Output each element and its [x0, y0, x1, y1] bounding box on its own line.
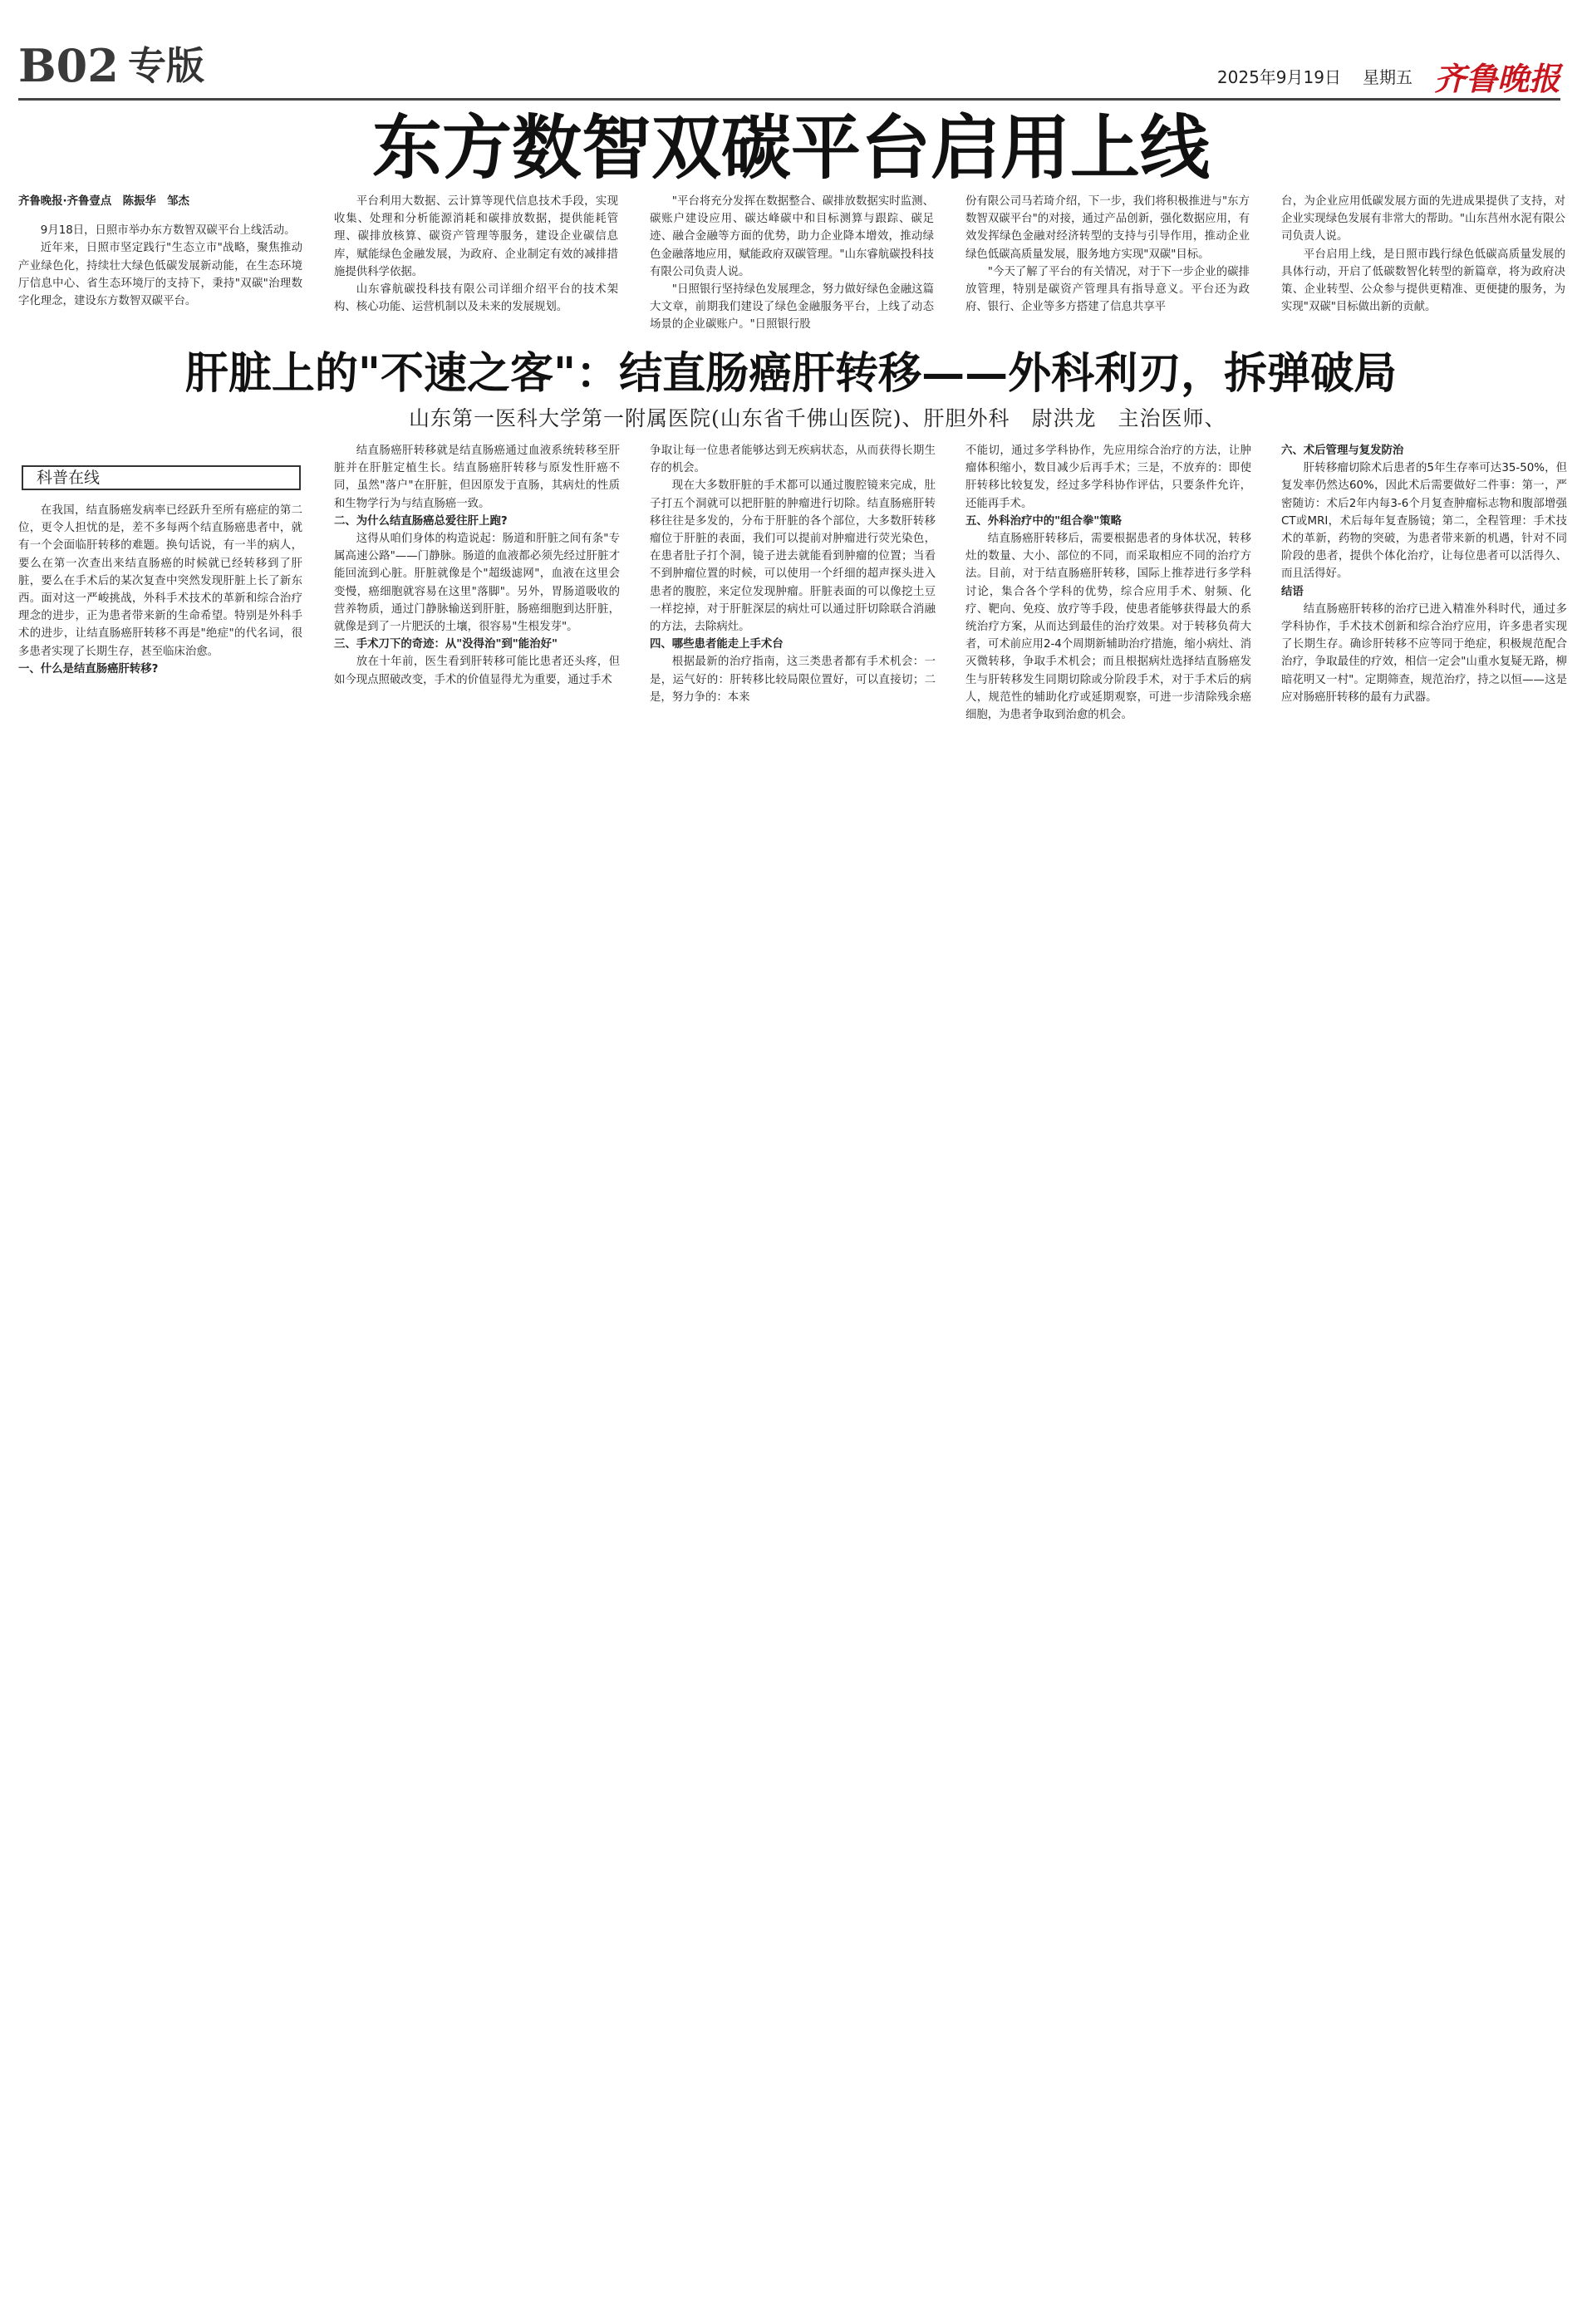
article2-paragraph: 放在十年前，医生看到肝转移可能比患者还头疼，但如今现点照破改变，手术的价值显得尤为重要，通过手术 [334, 656, 620, 686]
article2-subheading: 结语 [1281, 585, 1304, 598]
article1-paragraph: 平台利用大数据、云计算等现代信息技术手段，实现收集、处理和分析能源消耗和碳排放数据，提供能耗管理、碳排放核算、碳资产管理等服务，建设企业碳信息库，赋能绿色金融发展，为政府、企业制定有效的减排措施提供科学依据。 [334, 195, 618, 278]
article2-headline: 肝脏上的"不速之客"：结直肠癌肝转移——外科利刃，拆弹破局 [184, 348, 1398, 399]
article1-column-3 [650, 193, 934, 334]
article2-column-1 [18, 502, 302, 678]
article2-paragraph: 这得从咱们身体的构造说起：肠道和肝脏之间有条"专属高速公路"——门静脉。肠道的血液都必须先经过肝脏才能回流到心脏。肝脏就像是个"超级滤网"，血液在这里会变慢，癌细胞就容易在这里"落脚"。另外，胃肠道吸收的营养物质，通过门静脉输送到肝脏，肠癌细胞到达肝脏，就像是到了一片肥沃的土壤，很容易"生根发芽"。 [334, 533, 620, 634]
section-name: 专版 [128, 43, 204, 88]
article1-paragraph: 份有限公司马若琦介绍，下一步，我们将积极推进与"东方数智双碳平台"的对接，通过产品创新，强化数据应用，有效发挥绿色金融对经济转型的支持与引导作用，推动企业绿色低碳高质量发展，服务地方实现"双碳"目标。 [965, 195, 1250, 261]
column-label-box [22, 465, 301, 490]
page-number: B02 [18, 39, 119, 92]
article2-subheading: 五、外科治疗中的"组合拳"策略 [965, 514, 1123, 528]
article2-paragraph: 不能切，通过多学科协作，先应用综合治疗的方法，让肿瘤体积缩小，数目减少后再手术；三是，不放弃的：即使肝转移比较复发，经过多学科协作评估，只要条件允许，还能再手术。 [965, 445, 1251, 510]
article1-paragraph: "平台将充分发挥在数据整合、碳排放数据实时监测、碳账户建设应用、碳达峰碳中和目标测算与跟踪、碳足迹、融合金融等方面的优势，助力企业降本增效，推动绿色金融落地应用，赋能政府双碳管理。"山东睿航碳投科技有限公司负责人说。 [650, 195, 934, 278]
header-meta [1217, 53, 1560, 99]
article2-column-4 [965, 442, 1251, 724]
article2-column-2 [334, 442, 620, 689]
header-divider [18, 98, 1560, 101]
article1-paragraph: 台，为企业应用低碳发展方面的先进成果提供了支持，对企业实现绿色发展有非常大的帮助。"山东莒州水泥有限公司负责人说。 [1281, 195, 1565, 243]
article2-paragraph: 结直肠癌肝转移后，需要根据患者的身体状况，转移灶的数量、大小、部位的不同，而采取相应不同的治疗方法。目前，对于结直肠癌肝转移，国际上推荐进行多学科讨论，集合各个学科的优势，综合应用手术、射频、化疗、靶向、免疫、放疗等手段，使患者能够获得最大的系统治疗方案，从而达到最佳的治疗效果。对于转移负荷大者，可术前应用2-4个周期新辅助治疗措施，缩小病灶、消灭微转移，争取手术机会；而且根据病灶选择结直肠癌发生与肝转移发生同期切除或分阶段手术，对于手术后的病人，规范性的辅助化疗或延期观察，可进一步清除残余癌细胞，为患者争取到治愈的机会。 [965, 533, 1251, 722]
article1-paragraph: 9月18日，日照市举办东方数智双碳平台上线活动。 [40, 224, 296, 238]
article2-byline: 山东第一医科大学第一附属医院(山东省千佛山医院)、肝胆外科 尉洪龙 主治医师、 [409, 406, 1226, 430]
article1-column-2 [334, 193, 618, 316]
article1-column-5 [1281, 193, 1565, 316]
article2-column-5 [1281, 442, 1567, 706]
article1-column-4 [965, 193, 1250, 316]
issue-weekday: 星期五 [1362, 67, 1412, 87]
article2-column-3 [650, 442, 936, 706]
article2-paragraph: 结直肠癌肝转移的治疗已进入精准外科时代，通过多学科协作，手术技术创新和综合治疗应用，许多患者实现了长期生存。确诊肝转移不应等同于绝症，积极规范配合治疗，争取最佳的疗效，相信一定会"山重水复疑无路，柳暗花明又一村"。定期筛查，规范治疗，持之以恒——这是应对肠癌肝转移的最有力武器。 [1281, 602, 1567, 704]
article1-paragraph: "今天了解了平台的有关情况，对于下一步企业的碳排放管理，特别是碳资产管理具有指导意义。平台还为政府、银行、企业等多方搭建了信息共享平 [965, 265, 1250, 314]
article2-paragraph: 结直肠癌肝转移就是结直肠癌通过血液系统转移至肝脏并在肝脏定植生长。结直肠癌肝转移与原发性肝癌不同，虽然"落户"在肝脏，但因原发于直肠，其病灶的性质和生物学行为与结直肠癌一致。 [334, 445, 620, 510]
newspaper-logo: 齐鲁晚报 [1433, 60, 1560, 97]
page-header [18, 33, 1560, 98]
article1-paragraph: "日照银行坚持绿色发展理念，努力做好绿色金融这篇大文章，前期我们建设了绿色金融服务平台，上线了动态场景的企业碳账户。"日照银行股 [650, 283, 934, 332]
article1-paragraph: 近年来，日照市坚定践行"生态立市"战略，聚焦推动产业绿色化，持续壮大绿色低碳发展新动能，在生态环境厅信息中心、省生态环境厅的支持下，秉持"双碳"治理数字化理念，建设东方数智双碳平台。 [18, 242, 302, 308]
article1-paragraph: 平台启用上线，是日照市践行绿色低碳高质量发展的具体行动，开启了低碳数智化转型的新篇章，将为政府决策、企业转型、公众参与提供更精准、更便捷的服务，为实现"双碳"目标做出新的贡献。 [1281, 248, 1565, 314]
article1-paragraph: 山东睿航碳投科技有限公司详细介绍平台的技术架构、核心功能、运营机制以及未来的发展规划。 [334, 283, 618, 314]
article2-subheading: 三、手术刀下的奇迹：从"没得治"到"能治好" [334, 638, 558, 651]
article2-subheading: 六、术后管理与复发防治 [1281, 445, 1404, 457]
article2-paragraph: 现在大多数肝脏的手术都可以通过腹腔镜来完成，肚子打五个洞就可以把肝脏的肿瘤进行切除。结直肠癌肝转移往往是多发的，分布于肝脏的各个部位，大多数肝转移瘤位于肝脏的表面，我们可以提前对肿瘤进行荧光染色，在患者肚子打个洞，镜子进去就能看到肿瘤的位置；当看不到肿瘤位置的时候，可以使用一个纤细的超声探头进入患者的腹腔，来定位发现肿瘤。肝脏表面的可以像挖土豆一样挖掉，对于肝脏深层的病灶可以通过肝切除联合消融的方法，去除病灶。 [650, 479, 936, 634]
article2-paragraph: 肝转移瘤切除术后患者的5年生存率可达35-50%，但复发率仍然达60%，因此术后需要做好二件事：第一，严密随访：术后2年内每3-6个月复查肿瘤标志物和腹部增强CT或MRI，术后每年复查肠镜；第二，全程管理：手术技术的革新，药物的突破，为患者带来新的机遇，针对不同阶段的患者，提供个体化治疗，让每位患者可以活得久、而且活得好。 [1281, 462, 1567, 581]
article1-column-1 [18, 193, 302, 310]
article2-paragraph: 根据最新的治疗指南，这三类患者都有手术机会：一是，运气好的：肝转移比较局限位置好，可以直接切；二是，努力争的：本来 [650, 656, 936, 704]
article2-subheading: 一、什么是结直肠癌肝转移? [18, 662, 159, 676]
article1-author: 齐鲁晚报·齐鲁壹点 陈振华 邹杰 [18, 195, 189, 208]
article2-paragraph: 在我国，结直肠癌发病率已经跃升至所有癌症的第二位，更令人担忧的是，差不多每两个结直肠癌患者中，就有一个会面临肝转移的难题。换句话说，有一半的病人，要么在第一次查出来结直肠癌的时候就已经转移到了肝脏，要么在手术后的某次复查中突然发现肝脏上长了新东西。面对这一严峻挑战，外科手术技术的革新和综合治疗理念的进步，正为患者带来新的生命希望。特别是外科手术的进步，让结直肠癌肝转移不再是"绝症"的代名词，很多患者实现了长期生存，甚至临床治愈。 [18, 504, 302, 658]
article2-paragraph: 争取让每一位患者能够达到无疾病状态，从而获得长期生存的机会。 [650, 445, 936, 475]
column-label: 科普在线 [37, 469, 101, 487]
article1-headline: 东方数智双碳平台启用上线 [371, 106, 1210, 189]
issue-date: 2025年9月19日 [1216, 67, 1341, 87]
article2-subheading: 二、为什么结直肠癌总爱往肝上跑? [334, 514, 508, 528]
article2-subheading: 四、哪些患者能走上手术台 [650, 638, 784, 651]
